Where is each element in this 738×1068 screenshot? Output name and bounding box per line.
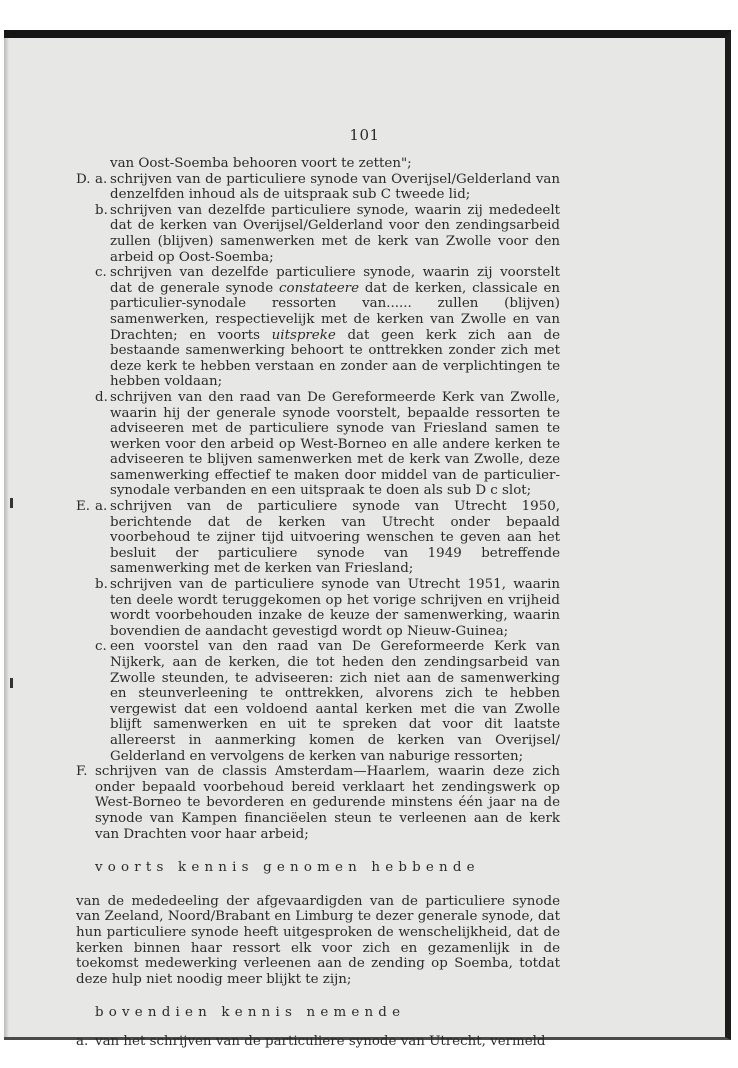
item-text: dat de kerken, classicale en particulier-synodale ressorten van...... zullen (blijven) samenwerken, respectievelijk met de kerken van Zwolle en van Drachten; en voorts bbox=[110, 280, 560, 343]
item-text: schrijven van de classis Amsterdam—Haarlem, waarin deze zich onder bepaald voorbehoud bereid verklaart het zendingswerk op West-Borneo te bevorderen en gedurende minstens één jaar na de synode van Kampen financiëelen steun te verleenen aan de kerk van Drachten voor haar arbeid; bbox=[95, 764, 560, 842]
section-f-label: F. bbox=[76, 764, 88, 780]
item-text: schrijven van dezelfde particuliere synode, waarin zij mededeelt dat de kerken van Overijsel/Gelderland voor den zendingsarbeid zullen (blijven) samenwerken met de kerk van Zwolle voor den arbeid op Oost-Soemba; bbox=[110, 202, 560, 265]
item-text-italic: constateere bbox=[279, 280, 360, 296]
item-label: a. bbox=[76, 1033, 89, 1049]
item-text: van het schrijven van de particuliere synode van Utrecht, vermeld bbox=[95, 1033, 546, 1049]
section-e-label: E. bbox=[76, 499, 91, 515]
section-d-item-c bbox=[76, 265, 560, 390]
item-text: schrijven van de particuliere synode van Overijsel/Gelderland van denzelfden inhoud als de uitspraak sub C tweede lid; bbox=[110, 171, 560, 203]
section-e-item-a bbox=[76, 499, 560, 577]
scanned-page bbox=[4, 30, 731, 1049]
page-edge-shadow bbox=[4, 38, 9, 1037]
section-f-item bbox=[76, 764, 560, 842]
item-text: schrijven van de particuliere synode van Utrecht 1951, waarin ten deele wordt teruggekomen op het vorige schrijven en vrijheid wordt voorbehouden inzake de keuze der samenwerking, waarin bovendien de aandacht gevestigd wordt op Nieuw-Guinea; bbox=[110, 577, 560, 639]
section-d-item-a bbox=[76, 172, 560, 203]
item-text: schrijven van dezelfde particuliere synode, waarin zij voorstelt dat de generale synode bbox=[110, 265, 560, 296]
item-label: d. bbox=[95, 389, 108, 405]
spaced-heading-2: bovendien kennis nemende bbox=[95, 1005, 406, 1021]
paragraph-1: van de mededeeling der afgevaardigden van de particuliere synode van Zeeland, Noord/Brabant en Limburg te dezer generale synode, dat hun particuliere synode heeft uitgesproken de wenschelijkheid, dat de kerken binnen haar ressort elk voor zich en gezamenlijk in de toekomst medewerking verleenen aan de zending op Soemba, totdat deze hulp niet noodig meer blijkt te zijn; bbox=[76, 893, 560, 987]
item-text-italic: uitspreke bbox=[271, 327, 336, 343]
section-d-item-d bbox=[76, 390, 560, 499]
section-e-item-c bbox=[76, 639, 560, 764]
item-text: schrijven van den raad van De Gereformeerde Kerk van Zwolle, waarin hij der generale synode voorstelt, bepaalde ressorten te adviseeren met de particuliere synode van Friesland samen te werken voor den arbeid op West-Borneo en alle andere kerken te adviseeren te blijven samenwerken met de kerk van Zwolle, deze samenwerking effectief te maken door middel van de particulier-synodale verbanden en een uitspraak te doen als sub D c slot; bbox=[110, 389, 560, 499]
item-label: c. bbox=[95, 639, 107, 655]
item-label: a. bbox=[95, 499, 108, 515]
section-d-item-b bbox=[76, 203, 560, 265]
item-label: a. bbox=[95, 171, 108, 187]
margin-mark bbox=[10, 678, 13, 688]
section-d-label: D. bbox=[76, 171, 91, 187]
margin-mark bbox=[10, 498, 13, 508]
final-item bbox=[76, 1034, 560, 1050]
item-text: schrijven van de particuliere synode van Utrecht 1950, berichtende dat de kerken van Utrecht onder bepaald voorbehoud te zijner tijd uitvoering wenschen te geven aan het besluit der particuliere synode van 1949 betreffende samenwerking met de kerken van Friesland; bbox=[110, 499, 560, 577]
intro-line: van Oost-Soemba behooren voort te zetten"; bbox=[110, 156, 412, 171]
item-label: c. bbox=[95, 265, 107, 281]
item-text: een voorstel van den raad van De Gereformeerde Kerk van Nijkerk, aan de kerken, die tot heden den zendingsarbeid van Zwolle steunden, te adviseeren: zich niet aan de samenwerking en steunverleening te onttrekken, alvorens zich te hebben vergewist dat een voldoend aantal kerken met die van Zwolle blijft samenwerken en uit te spreken dat voor dit laatste allereerst in aanmerking komen de kerken van Overijsel/ Gelderland en vervolgens de kerken van naburige ressorten; bbox=[110, 639, 560, 764]
body-text bbox=[76, 156, 560, 1049]
section-e-item-b bbox=[76, 577, 560, 639]
page-number: 101 bbox=[349, 126, 380, 144]
item-text: dat geen kerk zich aan de bestaande samenwerking behoort te onttrekken zonder zich met deze kerk te hebben verstaan en zonder aan de verplichtingen te hebben voldaan; bbox=[110, 327, 561, 390]
item-label: b. bbox=[95, 202, 108, 218]
spaced-heading-1: voorts kennis genomen hebbende bbox=[95, 860, 480, 876]
item-label: b. bbox=[95, 577, 108, 593]
